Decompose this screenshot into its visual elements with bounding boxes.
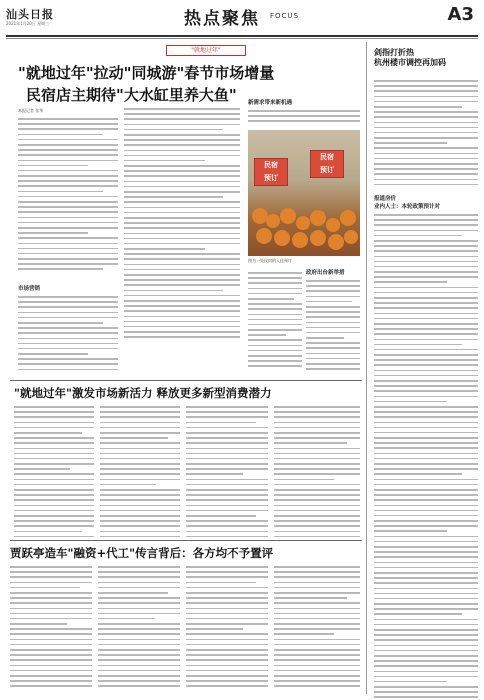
article3-column-4 (274, 566, 360, 691)
main-headline-line2: 民宿店主期待"大水缸里养大鱼" (26, 86, 237, 104)
article2-column-4 (274, 406, 360, 541)
body-column-3-top (248, 110, 360, 126)
photo-sign-right-bottom: 预订 (320, 166, 334, 174)
masthead (6, 4, 478, 34)
masthead-rule-thin (6, 38, 478, 39)
main-headline-line1: "就地过年"拉动"同城游"春节市场增量 (18, 64, 275, 82)
article3-headline[interactable]: 贾跃亭造车"融资+代工"传言背后：各方均不予置评 (10, 546, 274, 560)
section-subtitle: FOCUS (270, 12, 299, 20)
news-photo (248, 130, 360, 256)
subhead-opportunity: 新需求带来新机遇 (248, 100, 293, 106)
right-headline-line1: 剑指打折热 (374, 48, 414, 57)
section-rule-1 (10, 380, 362, 381)
article2-column-3 (186, 406, 268, 541)
article3-column-1 (10, 566, 92, 691)
subhead-market: 市场营销 (18, 286, 41, 292)
right-subhead-1: 报道房价 (374, 196, 397, 202)
article-tag: "就地过年" (166, 45, 246, 56)
body-column-4-lower (306, 280, 360, 373)
right-subhead-2: 业内人士：本轮政策预计对 (374, 204, 441, 210)
photo-sign-right (310, 150, 344, 178)
photo-sign-left-top: 民宿 (264, 161, 278, 169)
right-column-divider (366, 42, 367, 694)
article3-column-3 (186, 566, 268, 691)
right-column-body-2 (374, 214, 478, 700)
body-column-1b (18, 296, 118, 374)
right-article-headline[interactable] (374, 48, 478, 68)
body-column-2 (124, 108, 240, 341)
article2-column-2 (100, 406, 180, 541)
masthead-rule (6, 35, 478, 37)
right-column-body-1 (374, 80, 478, 189)
section-title: 热点聚焦 (184, 9, 260, 29)
article3-column-2 (98, 566, 180, 691)
article2-headline[interactable]: "就地过年"激发市场新活力 释放更多新型消费潜力 (14, 386, 272, 400)
right-headline-line2: 杭州楼市调控再加码 (374, 58, 446, 67)
article2-column-1 (14, 406, 94, 541)
page-number: A3 (447, 4, 474, 25)
section-rule-2 (10, 540, 362, 541)
subhead-policy: 政府出台新举措 (306, 270, 345, 276)
photo-sign-left (254, 158, 288, 186)
photo-caption: 图为一处民宿的入住预订 (248, 258, 292, 263)
paper-name: 汕头日报 (6, 8, 54, 21)
photo-sign-right-top: 民宿 (320, 153, 334, 161)
issue-date: 2021年1月20日 星期三 (6, 21, 50, 26)
main-headline[interactable] (18, 62, 358, 106)
byline: 本报记者 张华 (18, 108, 44, 113)
photo-sign-left-bottom: 预订 (264, 174, 278, 182)
body-column-1 (18, 118, 118, 274)
body-column-3-lower (248, 272, 302, 371)
